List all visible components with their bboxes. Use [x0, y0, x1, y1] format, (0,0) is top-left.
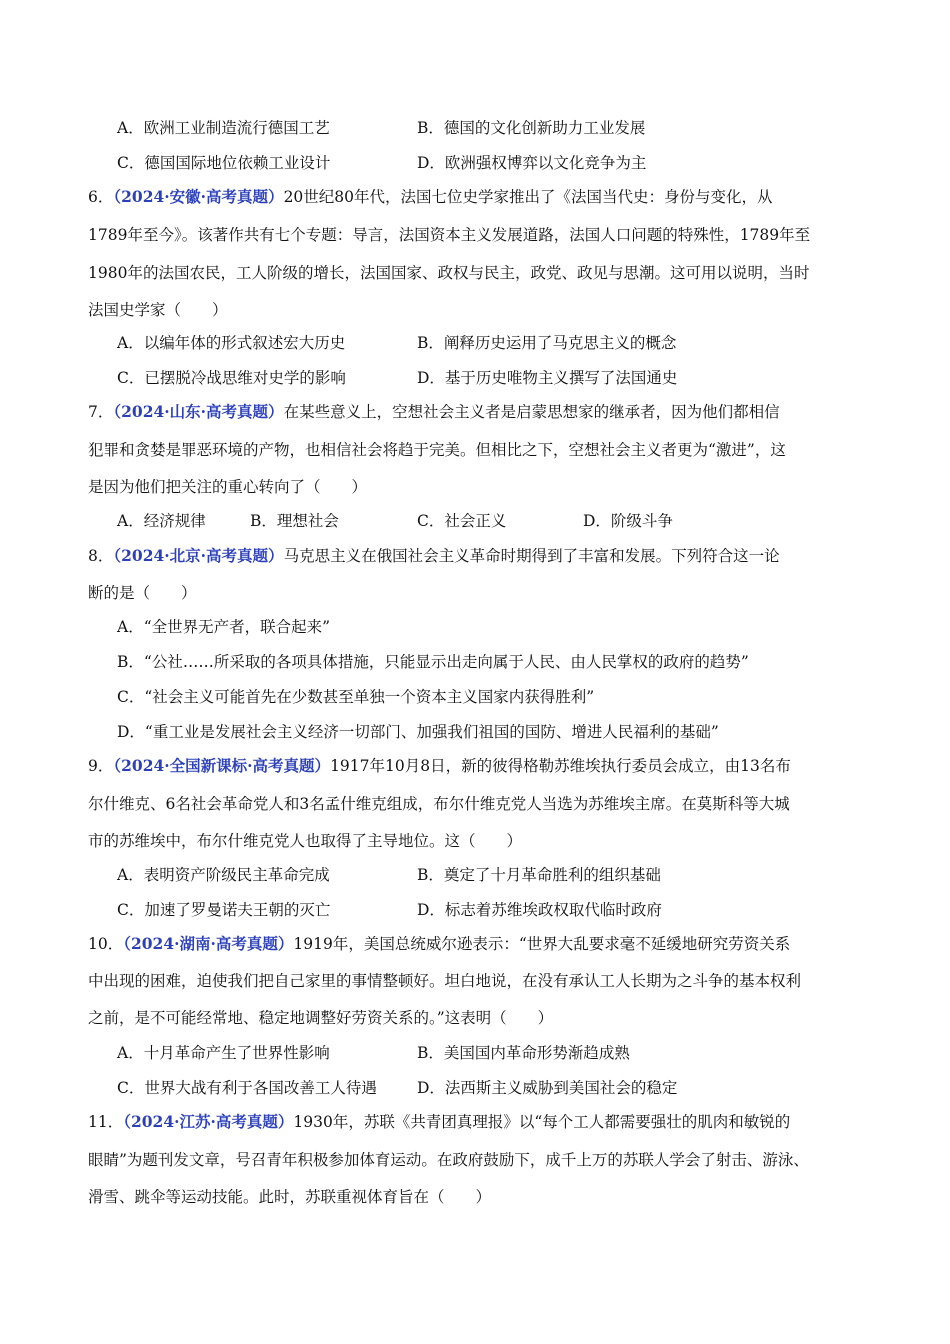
q6-option-c: C．已摆脱冷战思维对史学的影响: [117, 369, 346, 387]
q9-option-a: A．表明资产阶级民主革命完成: [117, 866, 330, 884]
q10-option-d: D．法西斯主义威胁到美国社会的稳定: [417, 1079, 678, 1097]
q11-number: 11．: [88, 1113, 124, 1131]
q10-stem-line: 之前，是不可能经常地、稳定地调整好劳资关系的。”这表明（ ）: [88, 1009, 554, 1027]
q5-option-d: D．欧洲强权博弈以文化竞争为主: [417, 154, 647, 172]
q5-option-c: C．德国国际地位依赖工业设计: [117, 154, 331, 172]
q7-stem-line: 犯罪和贪婪是罪恶环境的产物，也相信社会将趋于完美。但相比之下，空想社会主义者更为“激进”，这: [88, 441, 786, 459]
q8-option-a: A．“全世界无产者，联合起来”: [117, 618, 331, 636]
q7-stem-text: 在某些意义上，空想社会主义者是启蒙思想家的继承者，因为他们都相信: [283, 403, 780, 421]
q8-stem-line: 断的是（ ）: [88, 584, 197, 602]
q6-source: （2024·安徽·高考真题）: [113, 187, 284, 206]
q7-number: 7．: [88, 403, 114, 421]
q6-stem-line: 1980年的法国农民，工人阶级的增长，法国国家、政权与民主，政党、政见与思潮。这可用以说明，当时: [88, 264, 810, 282]
q7-option-b: B．理想社会: [250, 512, 339, 530]
q9-option-b: B．奠定了十月革命胜利的组织基础: [417, 866, 661, 884]
q9-number: 9．: [88, 757, 114, 775]
q8-number: 8．: [88, 547, 114, 565]
q10-option-b: B．美国国内革命形势渐趋成熟: [417, 1044, 630, 1062]
q11-stem-line: 滑雪、跳伞等运动技能。此时，苏联重视体育旨在（ ）: [88, 1188, 492, 1206]
q9-stem-text: 1917年10月8日，新的彼得格勒苏维埃执行委员会成立，由13名布: [330, 757, 791, 775]
q8-stem-text: 马克思主义在俄国社会主义革命时期得到了丰富和发展。下列符合这一论: [283, 547, 780, 565]
q8-source: （2024·北京·高考真题）: [113, 546, 284, 565]
q6-option-b: B．阐释历史运用了马克思主义的概念: [417, 334, 677, 352]
q5-option-a: A．欧洲工业制造流行德国工艺: [117, 119, 330, 137]
q11-stem-line: 眼睛”为题刊发文章，号召青年积极参加体育运动。在政府鼓励下，成千上万的苏联人学会了射击、游泳、: [88, 1151, 809, 1169]
q10-stem-text: 1919年，美国总统威尔逊表示：“世界大乱要求毫不延缓地研究劳资关系: [293, 935, 791, 953]
q6-stem-line: 1789年至今》。该著作共有七个专题：导言，法国资本主义发展道路，法国人口问题的特殊性，1789年至: [88, 226, 811, 244]
q9-source: （2024·全国新课标·高考真题）: [113, 756, 331, 775]
q10-stem-line: 中出现的困难，迫使我们把自己家里的事情整顿好。坦白地说，在没有承认工人长期为之斗争的基本权利: [88, 972, 802, 990]
q8-stem-first-line: [88, 546, 780, 566]
q6-stem-text: 20世纪80年代，法国七位史学家推出了《法国当代史：身份与变化，从: [283, 188, 773, 206]
q7-option-c: C．社会正义: [417, 512, 507, 530]
q10-option-c: C．世界大战有利于各国改善工人待遇: [117, 1079, 377, 1097]
q7-option-a: A．经济规律: [117, 512, 206, 530]
q9-stem-first-line: [88, 756, 791, 776]
q11-stem-text: 1930年，苏联《共青团真理报》以“每个工人都需要强壮的肌肉和敏锐的: [293, 1113, 791, 1131]
q7-source: （2024·山东·高考真题）: [113, 402, 284, 421]
q7-stem-line: 是因为他们把关注的重心转向了（ ）: [88, 478, 368, 496]
q8-option-d: D．“重工业是发展社会主义经济一切部门、加强我们祖国的国防、增进人民福利的基础”: [117, 723, 719, 741]
q7-option-d: D．阶级斗争: [583, 512, 673, 530]
q6-option-d: D．基于历史唯物主义撰写了法国通史: [417, 369, 678, 387]
q10-option-a: A．十月革命产生了世界性影响: [117, 1044, 330, 1062]
q10-source: （2024·湖南·高考真题）: [123, 934, 294, 953]
q9-stem-line: 市的苏维埃中，布尔什维克党人也取得了主导地位。这（ ）: [88, 832, 523, 850]
q6-stem-first-line: [88, 187, 773, 207]
q6-option-a: A．以编年体的形式叙述宏大历史: [117, 334, 346, 352]
q11-source: （2024·江苏·高考真题）: [123, 1112, 294, 1131]
q6-number: 6．: [88, 188, 114, 206]
q5-option-b: B．德国的文化创新助力工业发展: [417, 119, 646, 137]
q9-stem-line: 尔什维克、6名社会革命党人和3名孟什维克组成，布尔什维克党人当选为苏维埃主席。在莫斯科等大城: [88, 795, 790, 813]
q10-stem-first-line: [88, 934, 790, 954]
q7-stem-first-line: [88, 402, 780, 422]
q9-option-d: D．标志着苏维埃政权取代临时政府: [417, 901, 662, 919]
q9-option-c: C．加速了罗曼诺夫王朝的灭亡: [117, 901, 331, 919]
q8-option-c: C．“社会主义可能首先在少数甚至单独一个资本主义国家内获得胜利”: [117, 688, 595, 706]
q11-stem-first-line: [88, 1112, 790, 1132]
q10-number: 10．: [88, 935, 124, 953]
q6-stem-line: 法国史学家（ ）: [88, 301, 228, 319]
q8-option-b: B．“公社……所采取的各项具体措施，只能显示出走向属于人民、由人民掌权的政府的趋势”: [117, 653, 749, 671]
